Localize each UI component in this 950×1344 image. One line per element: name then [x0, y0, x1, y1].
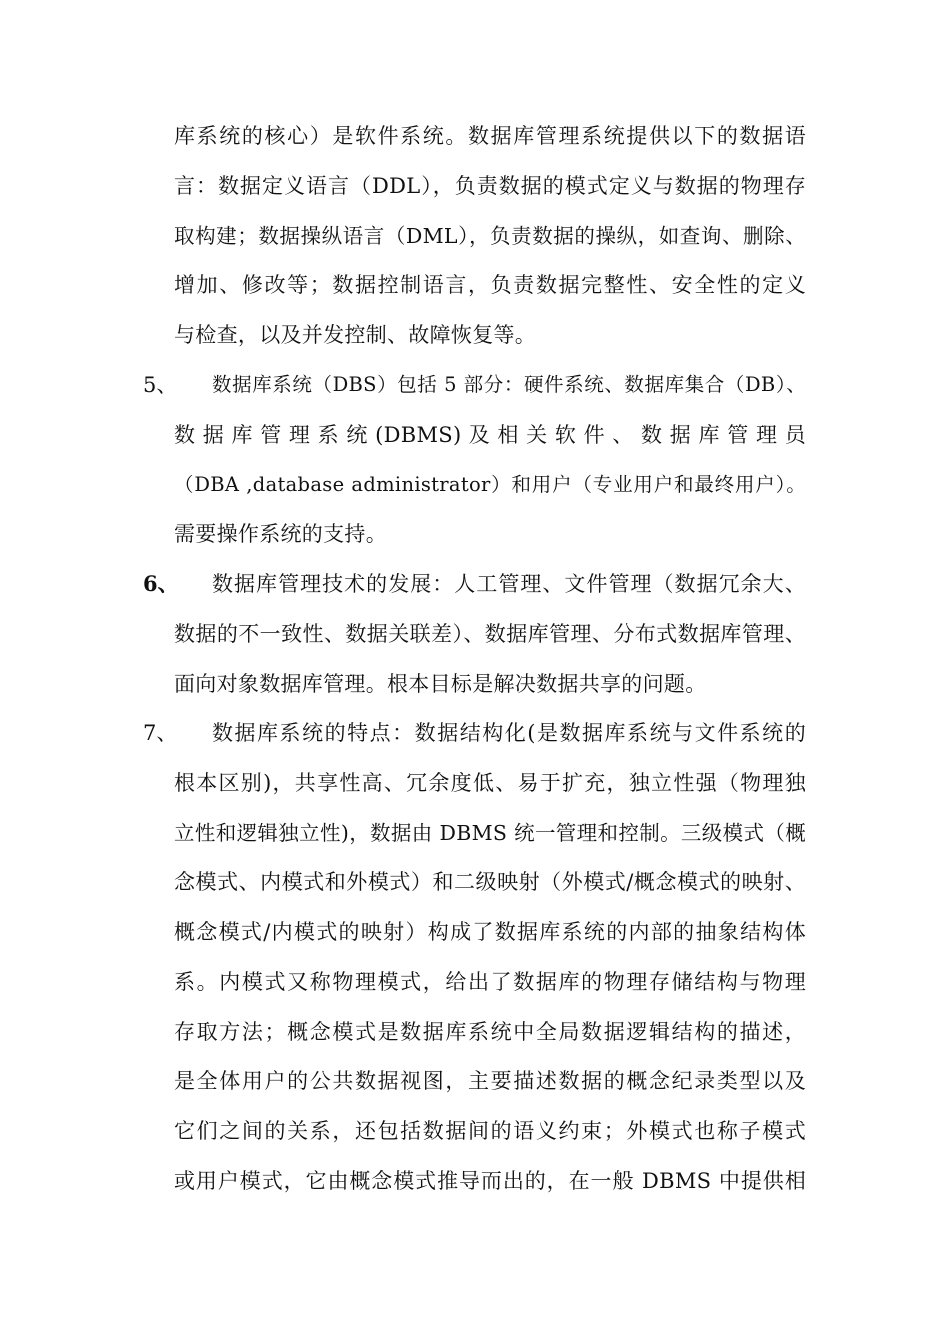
text-line: 言：数据定义语言（DDL），负责数据的模式定义与数据的物理存 — [174, 174, 806, 198]
text-line: 数据的不一致性、数据关联差）、数据库管理、分布式数据库管理、 — [174, 622, 806, 646]
text-line: 与检查，以及并发控制、故障恢复等。 — [174, 323, 537, 347]
text-line: 立性和逻辑独立性)，数据由 DBMS 统一管理和控制。三级模式（概 — [174, 821, 806, 845]
text-line: 它们之间的关系，还包括数据间的语义约束；外模式也称子模式 — [174, 1119, 806, 1143]
text-line: 存取方法；概念模式是数据库系统中全局数据逻辑结构的描述， — [174, 1020, 806, 1044]
text-line: （DBA ,database administrator）和用户（专业用户和最终用户）。 — [174, 473, 806, 496]
item-number: 6、 — [143, 571, 179, 596]
text-line: 数据库管理技术的发展：人工管理、文件管理（数据冗余大、 — [212, 572, 806, 596]
text-line: 面向对象数据库管理。根本目标是解决数据共享的问题。 — [174, 672, 707, 696]
text-line: 需要操作系统的支持。 — [174, 522, 387, 546]
text-line: 根本区别)，共享性高、冗余度低、易于扩充，独立性强（物理独 — [174, 771, 806, 795]
text-line: 系。内模式又称物理模式，给出了数据库的物理存储结构与物理 — [174, 970, 806, 994]
text-line: 或用户模式，它由概念模式推导而出的，在一般 DBMS 中提供相 — [174, 1169, 806, 1193]
text-line: 数据库系统的特点：数据结构化(是数据库系统与文件系统的 — [212, 721, 806, 745]
item-number: 5、 — [143, 373, 178, 397]
text-line: 数 据 库 管 理 系 统 (DBMS) 及 相 关 软 件 、 数 据 库 管 理 员 — [174, 423, 806, 447]
text-line: 库系统的核心）是软件系统。数据库管理系统提供以下的数据语 — [174, 124, 806, 148]
text-line: 是全体用户的公共数据视图，主要描述数据的概念纪录类型以及 — [174, 1069, 806, 1093]
text-line: 增加、修改等；数据控制语言，负责数据完整性、安全性的定义 — [174, 273, 806, 297]
text-line: 数据库系统（DBS）包括 5 部分：硬件系统、数据库集合（DB）、 — [212, 373, 806, 396]
item-number: 7、 — [143, 721, 178, 745]
text-line: 概念模式/内模式的映射）构成了数据库系统的内部的抽象结构体 — [174, 920, 806, 944]
text-line: 取构建；数据操纵语言（DML），负责数据的操纵，如查询、删除、 — [174, 224, 806, 248]
text-line: 念模式、内模式和外模式）和二级映射（外模式/概念模式的映射、 — [174, 870, 806, 894]
